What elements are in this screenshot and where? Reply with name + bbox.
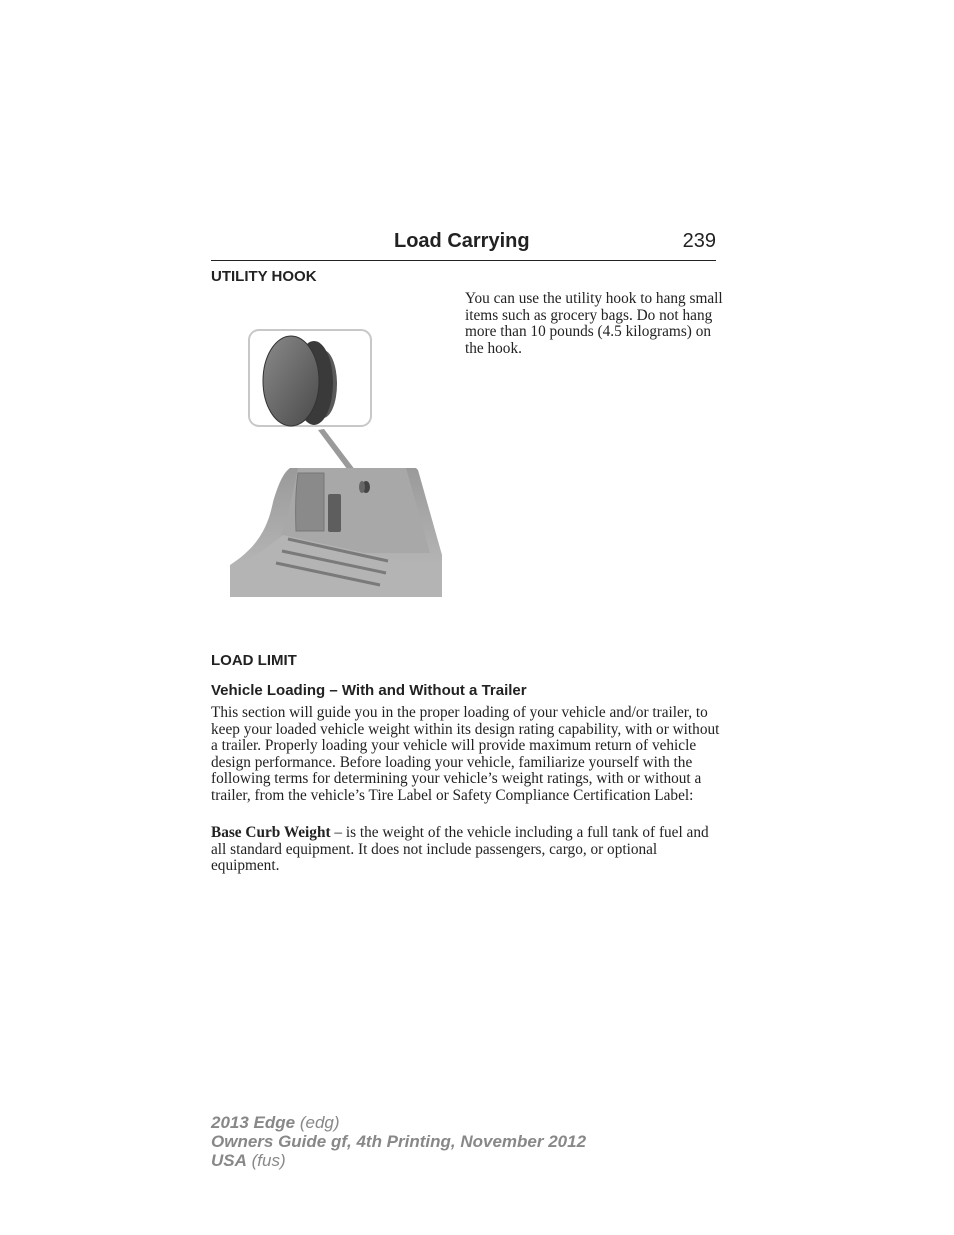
base-curb-weight-paragraph xyxy=(211,825,721,875)
footer-market-code: (fus) xyxy=(246,1151,286,1170)
chapter-title: Load Carrying xyxy=(394,230,530,252)
page-number: 239 xyxy=(682,230,716,252)
loading-intro-paragraph: This section will guide you in the proper loading of your vehicle and/or trailer, to keep your loaded vehicle weight within its design rating capability, with or without a trailer. Properly loading your vehicle will provide maximum return of vehicle design performance. Before loading your vehicle, familiarize yourself with the following terms for determining your vehicle’s weight ratings, with or without a trailer, from the vehicle’s Tire Label or Safety Compliance Certification Label: xyxy=(211,704,720,804)
footer-market: USA xyxy=(211,1151,247,1170)
base-curb-weight-definition: – is the weight of the vehicle including a full tank of fuel and all standard equipment. It does not include passengers, cargo, or optional equipment. xyxy=(211,824,709,875)
utility-hook-paragraph: You can use the utility hook to hang small items such as grocery bags. Do not hang more than 10 pounds (4.5 kilograms) on the hook. xyxy=(465,290,723,357)
footer-model-code: (edg) xyxy=(295,1113,340,1132)
page-footer xyxy=(211,1113,586,1170)
base-curb-weight-term: Base Curb Weight xyxy=(211,824,331,841)
page-header xyxy=(211,228,716,261)
utility-hook-illustration xyxy=(228,327,444,599)
footer-guide: Owners Guide gf, 4th Printing, November 2012 xyxy=(211,1132,587,1151)
vehicle-loading-subheading: Vehicle Loading – With and Without a Trailer xyxy=(211,682,527,699)
footer-line-model xyxy=(211,1113,586,1132)
footer-line-market xyxy=(211,1151,586,1170)
utility-hook-heading: UTILITY HOOK xyxy=(211,268,317,285)
load-limit-heading: LOAD LIMIT xyxy=(211,652,297,669)
footer-model: 2013 Edge xyxy=(211,1113,296,1132)
